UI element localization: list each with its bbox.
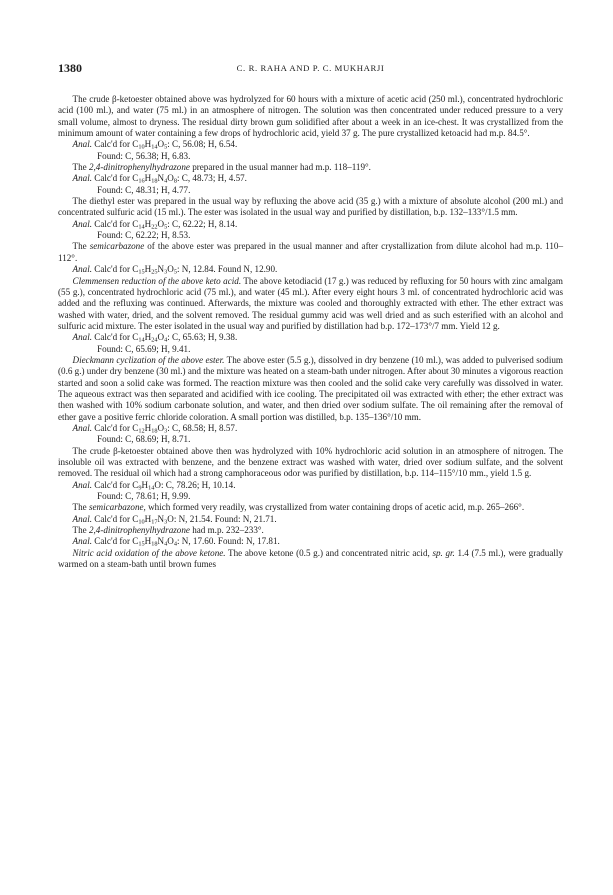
found-line: [58, 151, 563, 162]
text-run: N: [157, 513, 165, 524]
text-run: The above ester (5.5 g.), dissolved in dry benzene (10 ml.), was added to pulverised sodium (0.6 g.) under dry benzene (30 ml.) and the mixture was heated on a steam-bath under nitrogen. After about 30 minutes a vigorous reaction started and soon a solid cake was formed. The reaction mixture was then cooled and the solid cake very carefully was dissolved in water. The aqueous extract was then separated and acidified with ice cooling. The precipitated oil was extracted with ether; the ether extract was then washed with 10% sodium carbonate solution, and water, and then dried over sodium sulfate. The oil remaining after the removal of ether gave a positive ferric chloride coloration. A small portion was distilled, b.p. 135–136°/10 mm.: [58, 354, 564, 422]
body-paragraph: [58, 276, 563, 333]
text-run: Found: C, 68.69; H, 8.71.: [97, 434, 191, 445]
text-run: O: [157, 218, 165, 229]
text-run: The crude β-ketoester obtained above was hydrolyzed for 60 hours with a mixture of acetic acid (250 ml.), concentrated hydrochloric acid (100 ml.), and water (75 ml.) in an atmosphere of nitrogen. The solution was then concentrated under reduced pressure to a very small volume, almost to dryness. The residual dirty brown gum solidified after about a week in an ice-chest. It was crystallized from the minimum amount of water containing a few drops of hydrochloric acid, yield 37 g. The pure crystallized ketoacid had m.p. 84.5°.: [58, 94, 563, 139]
subscript: 15: [138, 540, 145, 548]
subscript: 24: [151, 336, 158, 344]
subscript: 25: [151, 268, 158, 276]
italic-text: Dieckmann cyclization of the above ester.: [72, 354, 225, 365]
italic-text: Anal.: [72, 173, 92, 184]
text-run: : C, 62.22; H, 8.14.: [167, 218, 238, 229]
found-line: [58, 434, 563, 445]
text-run: Found: C, 56.38; H, 6.83.: [97, 150, 191, 161]
body-paragraph: [58, 162, 563, 173]
text-run: H: [141, 479, 149, 490]
text-run: O: [167, 536, 174, 547]
text-run: The: [72, 502, 89, 513]
text-run: The: [72, 525, 89, 536]
text-run: : C, 68.58; H, 8.57.: [167, 422, 238, 433]
found-line: [58, 344, 563, 355]
subscript: 5: [164, 143, 168, 151]
italic-text: sp. gr.: [432, 547, 455, 558]
subscript: 4: [173, 540, 177, 548]
text-run: The crude β-ketoester obtained above then was hydrolyzed with 10% hydrochloric acid solution in an atmosphere of nitrogen. The insoluble oil was extracted with benzene, and the benzene extract was washed with water, dried over sodium sulfate, and the solvent removed. The residual oil which had a strong camphoraceous odor was purified by distillation, b.p. 114–115°/10 mm., yield 1.5 g.: [58, 445, 563, 479]
text-run: O: C, 78.26; H, 10.14.: [154, 479, 236, 490]
text-run: N: [157, 536, 165, 547]
analysis-line: [58, 264, 563, 275]
text-run: Calc'd for C: [92, 513, 139, 524]
text-run: O: N, 21.54. Found: N, 21.71.: [167, 513, 277, 524]
subscript: 9: [138, 484, 142, 492]
analysis-line: [58, 423, 563, 434]
subscript: 18: [151, 540, 158, 548]
text-run: H: [144, 139, 152, 150]
found-line: [58, 185, 563, 196]
body-paragraph: [58, 241, 563, 264]
italic-text: Anal.: [72, 513, 92, 524]
italic-text: Anal.: [72, 422, 92, 433]
text-run: N: [157, 264, 165, 275]
text-run: Calc'd for C: [92, 139, 139, 150]
analysis-line: [58, 514, 563, 525]
analysis-line: [58, 173, 563, 184]
subscript: 17: [151, 518, 158, 526]
text-run: O: [157, 139, 165, 150]
body-paragraph: [58, 525, 563, 536]
text-run: prepared in the usual manner had m.p. 118–119°.: [189, 162, 371, 173]
text-run: H: [144, 536, 152, 547]
italic-text: Anal.: [72, 139, 92, 150]
subscript: 4: [164, 336, 168, 344]
italic-text: Anal.: [72, 218, 92, 229]
italic-text: Anal.: [72, 536, 92, 547]
subscript: 14: [151, 143, 158, 151]
text-run: O: [167, 264, 174, 275]
text-run: The above ketone (0.5 g.) and concentrated nitric acid,: [225, 547, 433, 558]
text-run: Found: C, 48.31; H, 4.77.: [97, 184, 191, 195]
subscript: 14: [138, 223, 145, 231]
subscript: 14: [138, 336, 145, 344]
article-body: [58, 94, 563, 570]
subscript: 3: [164, 268, 168, 276]
text-run: Found: C, 78.61; H, 9.99.: [97, 491, 191, 502]
italic-text: 2,4-dinitrophenylhydrazone: [88, 525, 190, 536]
body-paragraph: [58, 94, 563, 139]
text-run: H: [144, 264, 152, 275]
text-run: 1.4 (7.5 ml.), were gradually warmed on a steam-bath until brown fumes: [58, 547, 563, 570]
text-run: : N, 12.84. Found N, 12.90.: [176, 264, 278, 275]
subscript: 8: [173, 177, 177, 185]
text-run: : C, 65.63; H, 9.38.: [167, 332, 238, 343]
text-run: : C, 56.08; H, 6.54.: [167, 139, 238, 150]
italic-text: Anal.: [72, 332, 92, 343]
italic-text: Clemmensen reduction of the above keto acid.: [72, 275, 242, 286]
body-paragraph: [58, 196, 563, 219]
italic-text: 2,4-dinitrophenylhydrazone: [88, 162, 190, 173]
text-run: O: [167, 173, 174, 184]
subscript: 10: [138, 518, 145, 526]
italic-text: Anal.: [72, 479, 92, 490]
body-paragraph: [58, 502, 563, 513]
text-run: : N, 17.60. Found: N, 17.81.: [176, 536, 280, 547]
text-run: Calc'd for C: [92, 422, 139, 433]
text-run: of the above ester was prepared in the usual manner and after crystallization from dilute alcohol had m.p. 110–112°.: [58, 241, 563, 263]
subscript: 3: [164, 427, 168, 435]
text-run: The above ketodiacid (17 g.) was reduced by refluxing for 50 hours with zinc amalgam (55 g.), concentrated hydrochloric acid (75 ml.), and water (45 ml.). After every eight hours 3 ml. of concentrated hydrochloric acid was added and the refluxing was continued. Afterwards, the mixture was cooled and thoroughly extracted with ether. The ether extract was washed with water, dried, and the solvent removed. The residual gummy acid was well dried and as such esterified with an alcohol and sulfuric acid mixture. The ester isolated in the usual way and purified by distillation had b.p. 172–173°/7 mm. Yield 12 g.: [58, 275, 563, 331]
subscript: 16: [138, 177, 145, 185]
subscript: 12: [138, 427, 145, 435]
text-run: The diethyl ester was prepared in the usual way by refluxing the above acid (35 g.) with a mixture of absolute alcohol (200 ml.) and concentrated sulfuric acid (15 ml.). The ester was isolated in the usual way and purified by distillation, b.p. 132–133°/1.5 mm.: [58, 196, 563, 218]
text-run: Calc'd for C: [92, 479, 139, 490]
analysis-line: [58, 480, 563, 491]
subscript: 22: [151, 223, 158, 231]
running-title: C. R. RAHA AND P. C. MUKHARJI: [236, 63, 385, 73]
italic-text: Nitric acid oxidation of the above ketone.: [72, 547, 226, 558]
text-run: O: [157, 332, 165, 343]
text-run: H: [144, 173, 152, 184]
analysis-line: [58, 219, 563, 230]
text-run: H: [144, 422, 152, 433]
page-header: [58, 63, 563, 79]
text-run: Found: C, 62.22; H, 8.53.: [97, 230, 191, 241]
body-paragraph: [58, 548, 563, 571]
italic-text: Anal.: [72, 264, 92, 275]
text-run: , which formed very readily, was crystallized from water containing drops of acetic acid, m.p. 265–266°.: [143, 502, 525, 513]
found-line: [58, 491, 563, 502]
text-run: Found: C, 65.69; H, 9.41.: [97, 343, 191, 354]
subscript: 4: [164, 177, 168, 185]
text-run: H: [144, 332, 152, 343]
text-run: The: [72, 241, 90, 252]
text-run: H: [144, 513, 152, 524]
body-paragraph: [58, 446, 563, 480]
analysis-line: [58, 139, 563, 150]
analysis-line: [58, 332, 563, 343]
text-run: The: [72, 162, 89, 173]
subscript: 18: [151, 427, 158, 435]
analysis-line: [58, 536, 563, 547]
subscript: 18: [151, 177, 158, 185]
italic-text: semicarbazone: [88, 502, 144, 513]
text-run: Calc'd for C: [92, 536, 139, 547]
found-line: [58, 230, 563, 241]
body-paragraph: [58, 355, 563, 423]
subscript: 5: [173, 268, 177, 276]
subscript: 3: [164, 518, 168, 526]
subscript: 14: [148, 484, 155, 492]
subscript: 15: [138, 268, 145, 276]
text-run: : C, 48.73; H, 4.57.: [176, 173, 247, 184]
text-run: Calc'd for C: [92, 332, 139, 343]
subscript: 10: [138, 143, 145, 151]
text-run: had m.p. 232–233°.: [189, 525, 264, 536]
text-run: Calc'd for C: [92, 264, 139, 275]
subscript: 5: [164, 223, 168, 231]
text-run: H: [144, 218, 152, 229]
text-run: O: [157, 422, 165, 433]
italic-text: semicarbazone: [89, 241, 145, 252]
subscript: 4: [164, 540, 168, 548]
text-run: N: [157, 173, 165, 184]
text-run: Calc'd for C: [92, 218, 139, 229]
page-number: 1380: [58, 61, 82, 75]
text-run: Calc'd for C: [92, 173, 139, 184]
